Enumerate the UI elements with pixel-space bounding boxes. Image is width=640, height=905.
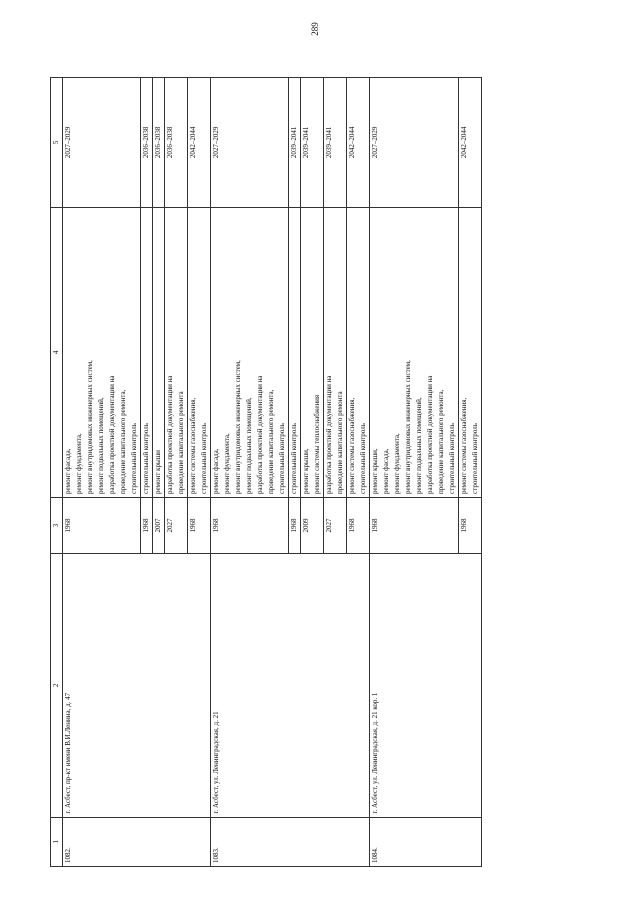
work-types <box>459 207 482 497</box>
work-line: ремонт фасада, <box>212 448 220 494</box>
rotated-sheet <box>50 77 590 867</box>
work-line: строительный контроль <box>359 423 367 494</box>
work-line: разработка проектной документации на <box>325 375 333 494</box>
header-row <box>51 78 63 867</box>
work-line: ремонт фасада, <box>64 448 72 494</box>
col-header-3: 3 <box>51 497 63 553</box>
page-number: 289 <box>309 22 320 36</box>
work-line: строительный контроль <box>448 423 456 494</box>
work-line: проведение капитального ремонта, <box>437 389 445 494</box>
work-line: строительный контроль <box>278 423 286 494</box>
work-line: ремонт системы газоснабжения, <box>189 397 197 494</box>
work-line: ремонт подвальных помещений, <box>415 397 423 494</box>
work-line: проведение капитального ремонта, <box>267 389 275 494</box>
col-header-4: 4 <box>51 207 63 497</box>
planned-period: 2036–2038 <box>165 78 188 208</box>
work-line: разработка проектной документации на <box>256 375 264 494</box>
col-header-2: 2 <box>51 554 63 817</box>
planned-period: 2036–2038 <box>153 78 165 208</box>
planned-period: 2042–2044 <box>188 78 211 208</box>
work-line: ремонт системы газоснабжения, <box>460 397 468 494</box>
work-line: проведение капитального ремонта <box>177 391 185 494</box>
house-number: 1084. <box>370 817 482 866</box>
planned-period: 2039–2041 <box>301 78 324 208</box>
commission-year: 1968 <box>211 497 289 553</box>
work-line: строительный контроль <box>290 423 298 494</box>
house-address: г. Асбест, ул. Ленинградская, д. 21 кор. 1 <box>370 554 482 817</box>
work-line: строительный контроль <box>142 423 150 494</box>
work-line: ремонт крыши, <box>302 448 310 494</box>
work-line: ремонт фундамента, <box>393 433 401 494</box>
work-line: ремонт системы теплоснабжения <box>313 394 321 494</box>
work-line: строительный контроль <box>471 423 479 494</box>
work-types <box>141 207 153 497</box>
work-line: разработка проектной документации на <box>166 375 174 494</box>
work-types <box>289 207 301 497</box>
repair-schedule-table <box>50 77 482 867</box>
work-types <box>165 207 188 497</box>
work-line: ремонт внутридомовых инженерных систем, <box>404 360 412 494</box>
col-header-5: 5 <box>51 78 63 208</box>
work-types <box>188 207 211 497</box>
work-types <box>301 207 324 497</box>
work-types <box>63 207 141 497</box>
work-types <box>211 207 289 497</box>
commission-year: 1968 <box>141 497 153 553</box>
table-body <box>63 78 482 867</box>
work-line: ремонт внутридомовых инженерных систем, <box>86 360 94 494</box>
planned-period: 2027–2029 <box>211 78 289 208</box>
planned-period: 2039–2041 <box>289 78 301 208</box>
commission-year: 1968 <box>459 497 482 553</box>
table-row <box>211 78 289 867</box>
planned-period: 2039–2041 <box>324 78 347 208</box>
work-line: ремонт крыши <box>154 450 162 494</box>
work-types <box>324 207 347 497</box>
work-line: ремонт крыши, <box>371 448 379 494</box>
commission-year: 2027 <box>165 497 188 553</box>
commission-year: 2027 <box>324 497 347 553</box>
work-line: разработка проектной документации на <box>426 375 434 494</box>
work-line: проведение капитального ремонта, <box>119 389 127 494</box>
work-types <box>370 207 459 497</box>
work-line: строительный контроль <box>200 423 208 494</box>
work-line: строительный контроль <box>130 423 138 494</box>
commission-year: 1968 <box>63 497 141 553</box>
commission-year: 2007 <box>153 497 165 553</box>
planned-period: 2027–2029 <box>370 78 459 208</box>
planned-period: 2036–2038 <box>141 78 153 208</box>
commission-year: 1968 <box>347 497 370 553</box>
house-number: 1083. <box>211 817 370 866</box>
commission-year: 1968 <box>370 497 459 553</box>
table-row <box>370 78 459 867</box>
planned-period: 2027–2029 <box>63 78 141 208</box>
work-line: ремонт фасада, <box>382 448 390 494</box>
work-line: ремонт подвальных помещений, <box>245 397 253 494</box>
work-line: разработка проектной документации на <box>108 375 116 494</box>
work-types <box>153 207 165 497</box>
work-line: ремонт подвальных помещений, <box>97 397 105 494</box>
work-line: ремонт внутридомовых инженерных систем, <box>234 360 242 494</box>
work-types <box>347 207 370 497</box>
work-line: ремонт системы газоснабжения, <box>348 397 356 494</box>
work-line: ремонт фундамента, <box>75 433 83 494</box>
work-line: ремонт фундамента, <box>223 433 231 494</box>
work-line: проведение капитального ремонта <box>336 391 344 494</box>
col-header-1: 1 <box>51 817 63 866</box>
planned-period: 2042–2044 <box>347 78 370 208</box>
house-address: г. Асбест, пр-кт имени В.И.Ленина, д. 47 <box>63 554 211 817</box>
house-number: 1082. <box>63 817 211 866</box>
table-row <box>63 78 141 867</box>
commission-year: 1968 <box>188 497 211 553</box>
commission-year: 1968 <box>289 497 301 553</box>
commission-year: 2009 <box>301 497 324 553</box>
planned-period: 2042–2044 <box>459 78 482 208</box>
house-address: г. Асбест, ул. Ленинградская, д. 21 <box>211 554 370 817</box>
